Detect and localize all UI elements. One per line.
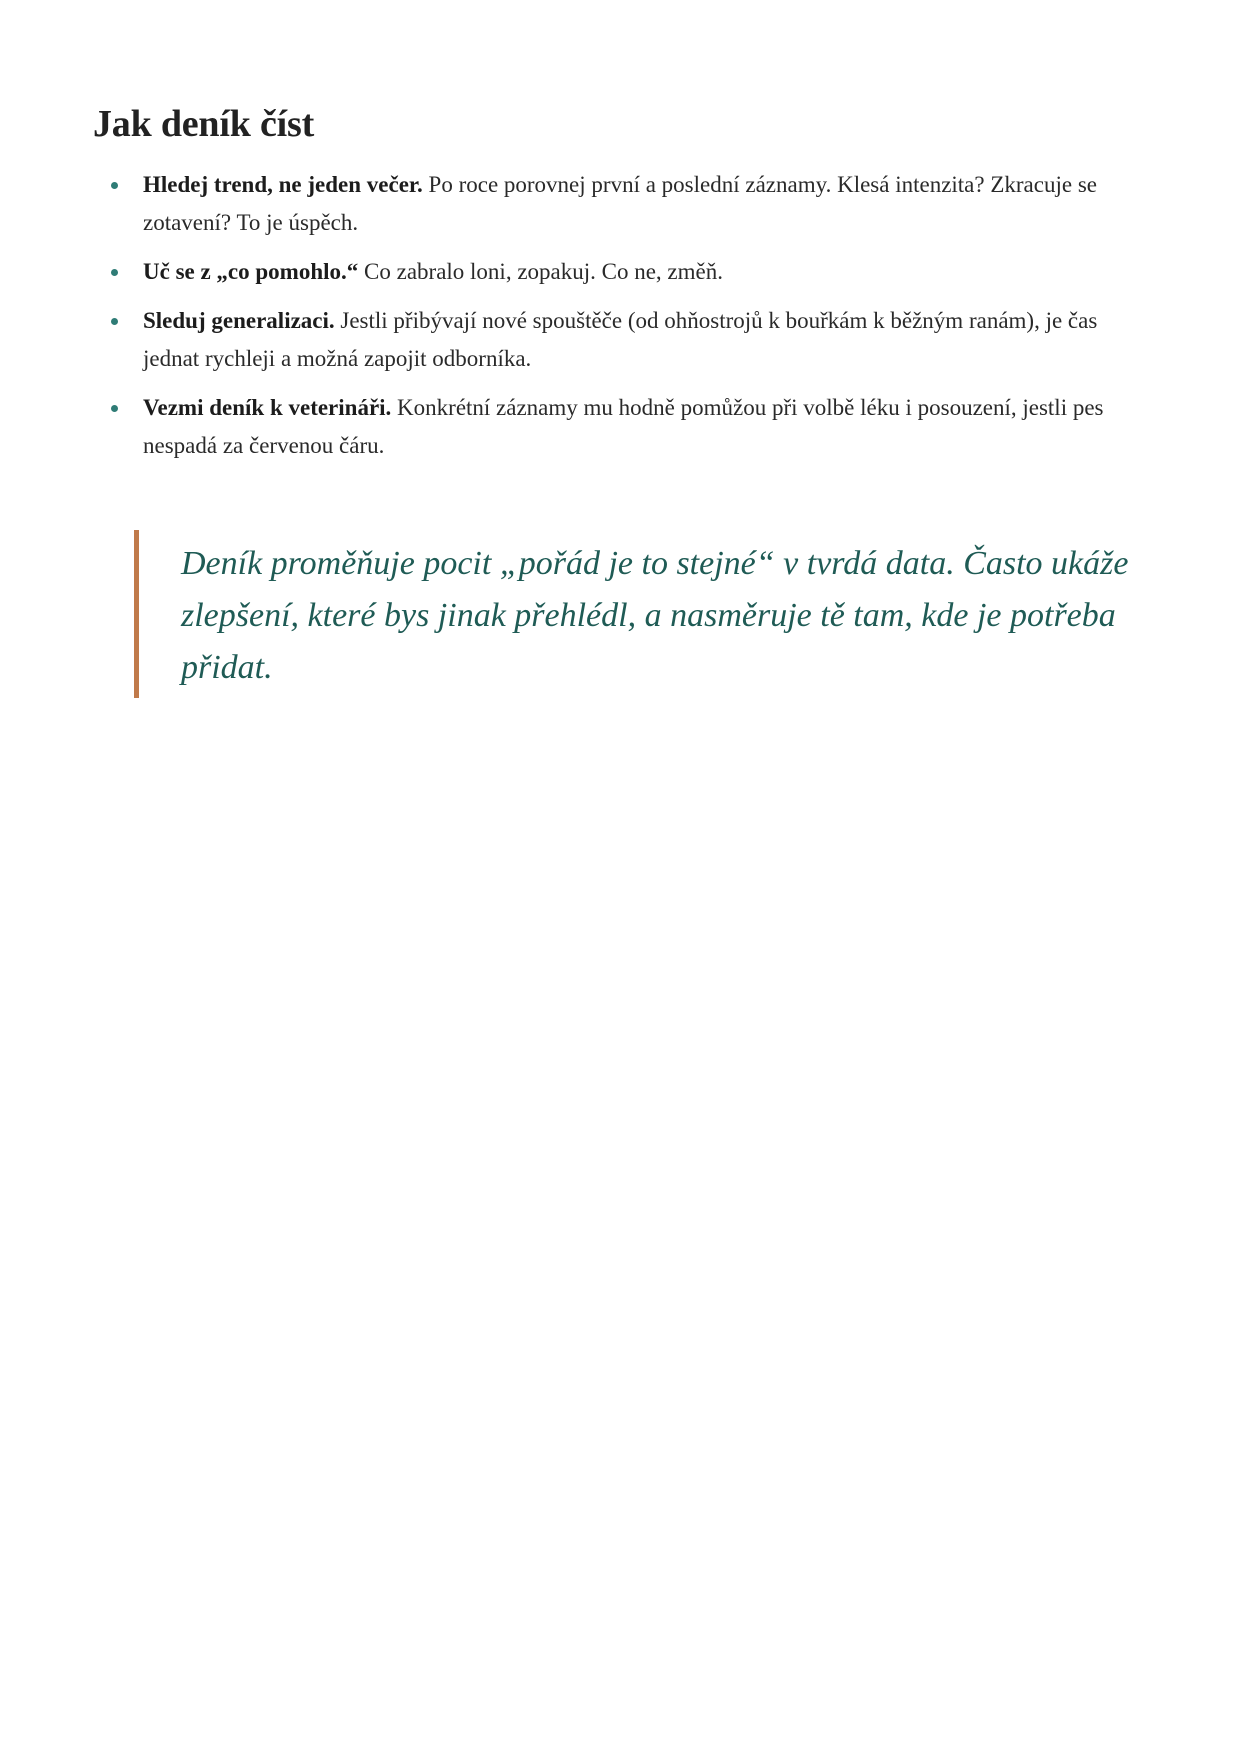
pull-quote [134, 530, 1154, 698]
tip-text: Co zabralo loni, zopakuj. Co ne, změň. [364, 259, 723, 284]
list-item [108, 389, 1158, 465]
tip-text: Jestli přibývají nové spouštěče (od ohňostrojů k bouřkám k běžným ranám), je čas jednat rychleji a možná zapojit odborníka. [143, 308, 1098, 371]
tip-title: Hledej trend, ne jeden večer. [143, 172, 423, 197]
tip-title: Sleduj generalizaci. [143, 308, 335, 333]
list-item [108, 302, 1158, 378]
tips-list [108, 166, 1158, 476]
tip-text: Po roce porovnej první a poslední záznamy. Klesá intenzita? Zkracuje se zotavení? To je úspěch. [143, 172, 1097, 235]
tip-title: Uč se z „co pomohlo.“ [143, 259, 359, 284]
bullet-icon [111, 182, 118, 189]
list-item [108, 166, 1158, 242]
list-item [108, 253, 1158, 291]
tip-text: Konkrétní záznamy mu hodně pomůžou při volbě léku i posouzení, jestli pes nespadá za červenou čáru. [143, 395, 1104, 458]
bullet-icon [111, 405, 118, 412]
bullet-icon [111, 318, 118, 325]
section-heading: Jak deník číst [93, 103, 315, 145]
tip-title: Vezmi deník k veterináři. [143, 395, 392, 420]
bullet-icon [111, 269, 118, 276]
pull-quote-text: Deník proměňuje pocit „pořád je to stejné“ v tvrdá data. Často ukáže zlepšení, které bys jinak přehlédl, a nasměruje tě tam, kde je potřeba přidat. [181, 545, 1129, 686]
